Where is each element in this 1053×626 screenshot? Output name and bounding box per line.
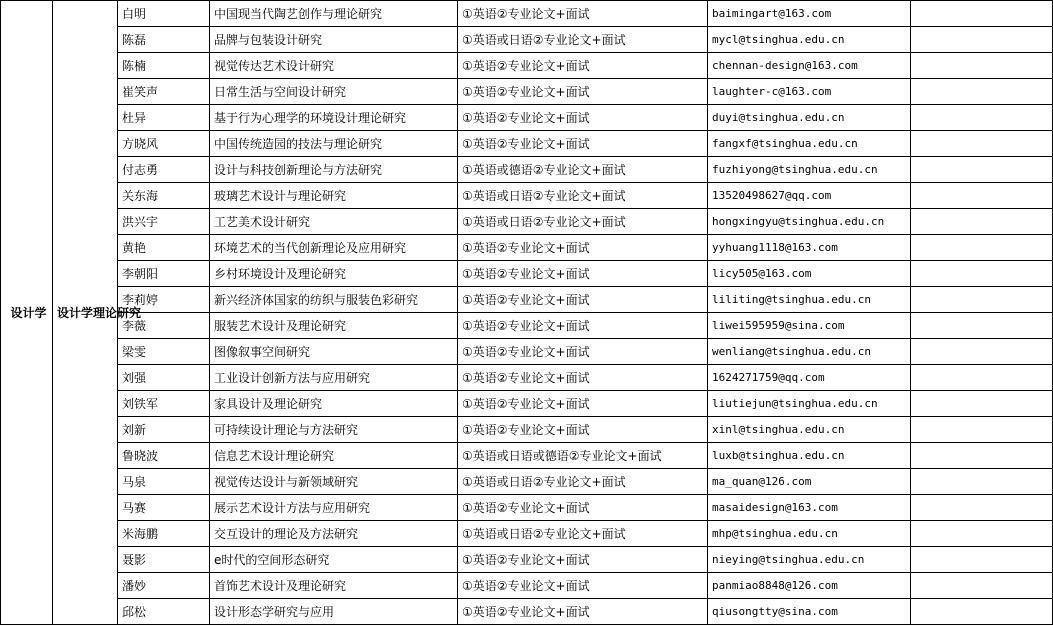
research-topic: 展示艺术设计方法与应用研究 (210, 495, 458, 521)
exam-requirement: ①英语或日语②专业论文+面试 (458, 209, 708, 235)
supervisor-name: 白明 (118, 1, 210, 27)
blank-cell (911, 1, 1053, 27)
supervisor-name: 马泉 (118, 469, 210, 495)
research-topic: 首饰艺术设计及理论研究 (210, 573, 458, 599)
supervisor-email: liliting@tsinghua.edu.cn (708, 287, 911, 313)
supervisor-email: chennan-design@163.com (708, 53, 911, 79)
table-row (1, 599, 1053, 625)
exam-requirement: ①英语②专业论文+面试 (458, 131, 708, 157)
research-direction-cell: 设计学理论研究 (53, 1, 118, 625)
research-topic: 视觉传达设计与新领域研究 (210, 469, 458, 495)
table-row (1, 547, 1053, 573)
blank-cell (911, 287, 1053, 313)
blank-cell (911, 183, 1053, 209)
blank-cell (911, 53, 1053, 79)
supervisor-email: masaidesign@163.com (708, 495, 911, 521)
discipline-cell: 设计学 (1, 1, 53, 625)
supervisor-name: 马赛 (118, 495, 210, 521)
exam-requirement: ①英语②专业论文+面试 (458, 79, 708, 105)
research-topic: 中国传统造园的技法与理论研究 (210, 131, 458, 157)
table-row (1, 209, 1053, 235)
supervisor-email: fuzhiyong@tsinghua.edu.cn (708, 157, 911, 183)
supervisor-name: 关东海 (118, 183, 210, 209)
blank-cell (911, 443, 1053, 469)
exam-requirement: ①英语②专业论文+面试 (458, 417, 708, 443)
exam-requirement: ①英语②专业论文+面试 (458, 495, 708, 521)
blank-cell (911, 209, 1053, 235)
research-topic: 乡村环境设计及理论研究 (210, 261, 458, 287)
exam-requirement: ①英语②专业论文+面试 (458, 53, 708, 79)
table-row (1, 1, 1053, 27)
table-row (1, 79, 1053, 105)
exam-requirement: ①英语或日语②专业论文+面试 (458, 469, 708, 495)
supervisor-email: hongxingyu@tsinghua.edu.cn (708, 209, 911, 235)
supervisor-email: 13520498627@qq.com (708, 183, 911, 209)
supervisor-email: xinl@tsinghua.edu.cn (708, 417, 911, 443)
exam-requirement: ①英语②专业论文+面试 (458, 261, 708, 287)
research-topic: 环境艺术的当代创新理论及应用研究 (210, 235, 458, 261)
research-topic: 服装艺术设计及理论研究 (210, 313, 458, 339)
table-row (1, 573, 1053, 599)
blank-cell (911, 105, 1053, 131)
table-row (1, 521, 1053, 547)
supervisor-email: laughter-c@163.com (708, 79, 911, 105)
supervisor-email: panmiao8848@126.com (708, 573, 911, 599)
supervisor-name: 方晓风 (118, 131, 210, 157)
supervisor-email: liutiejun@tsinghua.edu.cn (708, 391, 911, 417)
table-row (1, 105, 1053, 131)
blank-cell (911, 469, 1053, 495)
table-row (1, 313, 1053, 339)
exam-requirement: ①英语②专业论文+面试 (458, 599, 708, 625)
supervisor-name: 邱松 (118, 599, 210, 625)
research-topic: 视觉传达艺术设计研究 (210, 53, 458, 79)
supervisor-name: 米海鹏 (118, 521, 210, 547)
exam-requirement: ①英语②专业论文+面试 (458, 573, 708, 599)
exam-requirement: ①英语②专业论文+面试 (458, 391, 708, 417)
exam-requirement: ①英语或日语②专业论文+面试 (458, 183, 708, 209)
research-topic: 玻璃艺术设计与理论研究 (210, 183, 458, 209)
supervisor-name: 崔笑声 (118, 79, 210, 105)
research-topic: 新兴经济体国家的纺织与服装色彩研究 (210, 287, 458, 313)
exam-requirement: ①英语②专业论文+面试 (458, 287, 708, 313)
blank-cell (911, 235, 1053, 261)
blank-cell (911, 157, 1053, 183)
supervisor-name: 黄艳 (118, 235, 210, 261)
research-topic: e时代的空间形态研究 (210, 547, 458, 573)
table-row (1, 261, 1053, 287)
exam-requirement: ①英语②专业论文+面试 (458, 235, 708, 261)
supervisor-email: luxb@tsinghua.edu.cn (708, 443, 911, 469)
table-row (1, 287, 1053, 313)
supervisor-name: 聂影 (118, 547, 210, 573)
supervisor-name: 潘妙 (118, 573, 210, 599)
exam-requirement: ①英语或日语②专业论文+面试 (458, 521, 708, 547)
exam-requirement: ①英语②专业论文+面试 (458, 339, 708, 365)
supervisor-email: 1624271759@qq.com (708, 365, 911, 391)
research-topic: 信息艺术设计理论研究 (210, 443, 458, 469)
blank-cell (911, 547, 1053, 573)
blank-cell (911, 573, 1053, 599)
research-topic: 设计与科技创新理论与方法研究 (210, 157, 458, 183)
supervisor-email: mycl@tsinghua.edu.cn (708, 27, 911, 53)
blank-cell (911, 27, 1053, 53)
exam-requirement: ①英语②专业论文+面试 (458, 365, 708, 391)
exam-requirement: ①英语或德语②专业论文+面试 (458, 157, 708, 183)
blank-cell (911, 79, 1053, 105)
research-topic: 可持续设计理论与方法研究 (210, 417, 458, 443)
table-body (1, 1, 1053, 625)
supervisor-email: qiusongtty@sina.com (708, 599, 911, 625)
supervisor-name: 李薇 (118, 313, 210, 339)
supervisor-email: mhp@tsinghua.edu.cn (708, 521, 911, 547)
supervisor-name: 李莉婷 (118, 287, 210, 313)
blank-cell (911, 339, 1053, 365)
table-row (1, 131, 1053, 157)
table-row (1, 443, 1053, 469)
supervisor-name: 李朝阳 (118, 261, 210, 287)
supervisor-name: 刘铁军 (118, 391, 210, 417)
blank-cell (911, 417, 1053, 443)
blank-cell (911, 521, 1053, 547)
table-row (1, 417, 1053, 443)
research-topic: 设计形态学研究与应用 (210, 599, 458, 625)
exam-requirement: ①英语或日语或德语②专业论文+面试 (458, 443, 708, 469)
supervisor-email: liwei595959@sina.com (708, 313, 911, 339)
supervisor-name: 刘新 (118, 417, 210, 443)
exam-requirement: ①英语②专业论文+面试 (458, 547, 708, 573)
supervisor-name: 鲁晓波 (118, 443, 210, 469)
table-row (1, 27, 1053, 53)
supervisor-name: 洪兴宇 (118, 209, 210, 235)
supervisor-name: 刘强 (118, 365, 210, 391)
table-row (1, 235, 1053, 261)
supervisor-email: fangxf@tsinghua.edu.cn (708, 131, 911, 157)
supervisor-email: nieying@tsinghua.edu.cn (708, 547, 911, 573)
supervisor-name: 陈楠 (118, 53, 210, 79)
supervisor-name: 付志勇 (118, 157, 210, 183)
exam-requirement: ①英语②专业论文+面试 (458, 313, 708, 339)
research-topic: 工业设计创新方法与应用研究 (210, 365, 458, 391)
blank-cell (911, 391, 1053, 417)
blank-cell (911, 313, 1053, 339)
research-topic: 日常生活与空间设计研究 (210, 79, 458, 105)
table-row (1, 365, 1053, 391)
supervisor-name: 陈磊 (118, 27, 210, 53)
table-row (1, 53, 1053, 79)
research-topic: 工艺美术设计研究 (210, 209, 458, 235)
exam-requirement: ①英语或日语②专业论文+面试 (458, 27, 708, 53)
exam-requirement: ①英语②专业论文+面试 (458, 1, 708, 27)
table-row (1, 495, 1053, 521)
table-row (1, 339, 1053, 365)
research-topic: 基于行为心理学的环境设计理论研究 (210, 105, 458, 131)
blank-cell (911, 365, 1053, 391)
research-topic: 品牌与包装设计研究 (210, 27, 458, 53)
table-row (1, 391, 1053, 417)
table-row (1, 157, 1053, 183)
supervisor-name: 梁雯 (118, 339, 210, 365)
supervisor-email: duyi@tsinghua.edu.cn (708, 105, 911, 131)
research-topic: 中国现当代陶艺创作与理论研究 (210, 1, 458, 27)
table-row (1, 469, 1053, 495)
blank-cell (911, 495, 1053, 521)
table-row (1, 183, 1053, 209)
research-topic: 交互设计的理论及方法研究 (210, 521, 458, 547)
research-topic: 家具设计及理论研究 (210, 391, 458, 417)
supervisor-email: licy505@163.com (708, 261, 911, 287)
exam-requirement: ①英语②专业论文+面试 (458, 105, 708, 131)
blank-cell (911, 131, 1053, 157)
blank-cell (911, 599, 1053, 625)
supervisor-email: baimingart@163.com (708, 1, 911, 27)
supervisor-name: 杜异 (118, 105, 210, 131)
supervisor-email: wenliang@tsinghua.edu.cn (708, 339, 911, 365)
research-topic: 图像叙事空间研究 (210, 339, 458, 365)
supervisor-email: ma_quan@126.com (708, 469, 911, 495)
supervisor-email: yyhuang1118@163.com (708, 235, 911, 261)
blank-cell (911, 261, 1053, 287)
